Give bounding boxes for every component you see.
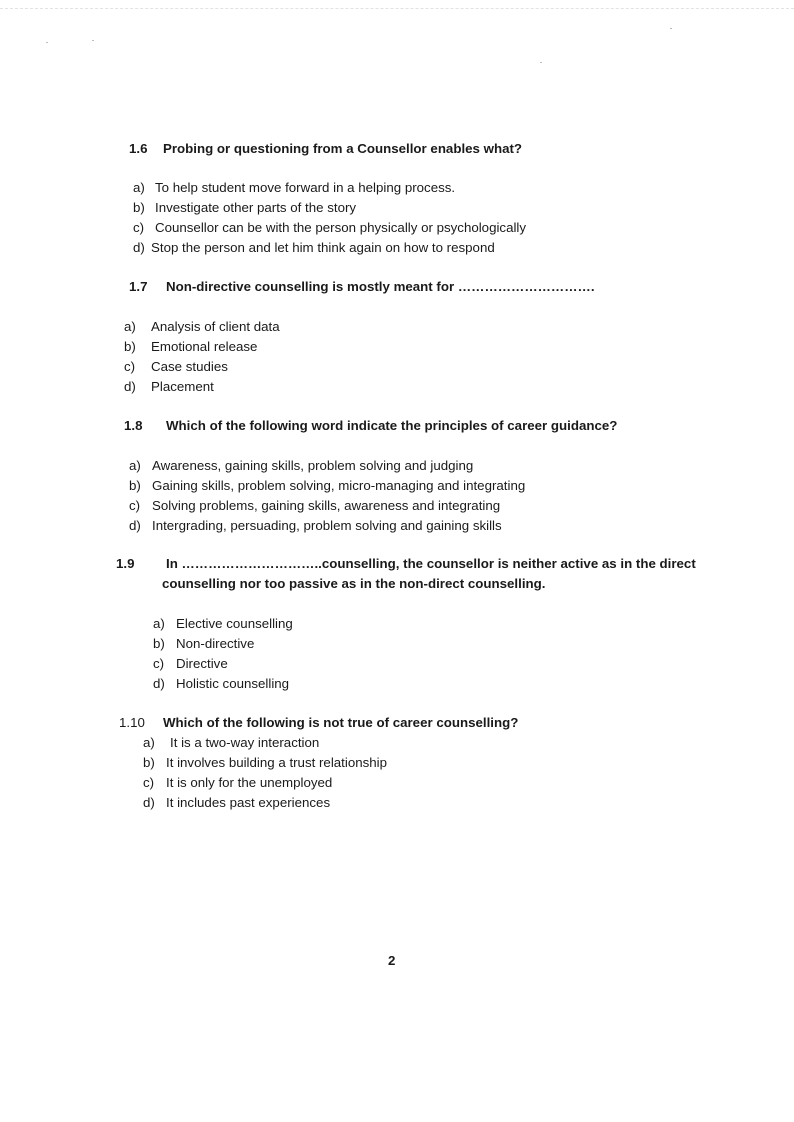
option-text: Elective counselling — [176, 616, 293, 631]
option-letter: d) — [124, 379, 136, 394]
option-letter: c) — [133, 220, 145, 235]
page-number: 2 — [388, 953, 396, 968]
option-letter: c) — [153, 656, 165, 671]
option-text: To help student move forward in a helping process. — [155, 180, 456, 195]
option-text: It involves building a trust relationship — [166, 755, 387, 770]
option-letter: d) — [133, 240, 145, 255]
option-text: Case studies — [151, 359, 228, 374]
question-heading — [124, 418, 617, 433]
scan-speck — [46, 42, 48, 43]
answer-option — [133, 240, 495, 255]
answer-option — [124, 359, 228, 374]
option-text: Investigate other parts of the story — [155, 200, 357, 215]
question-text-line-1: In …………………………..counselling, the counsellor is neither active as in the direct — [166, 556, 696, 571]
answer-option — [143, 795, 330, 810]
answer-option — [129, 458, 473, 473]
option-letter: d) — [143, 795, 155, 810]
question-heading — [116, 556, 696, 571]
option-letter: b) — [133, 200, 145, 215]
question-number: 1.6 — [129, 141, 148, 156]
question-text: Which of the following word indicate the principles of career guidance? — [166, 418, 618, 433]
option-text: Solving problems, gaining skills, awareness and integrating — [152, 498, 501, 513]
answer-option — [133, 180, 455, 195]
question-number: 1.8 — [124, 418, 143, 433]
option-text: Analysis of client data — [151, 319, 280, 334]
option-letter: d) — [129, 518, 141, 533]
scan-speck — [540, 62, 542, 63]
option-text: Non-directive — [176, 636, 255, 651]
question-heading — [129, 141, 522, 156]
option-text: Stop the person and let him think again on how to respond — [151, 240, 495, 255]
option-letter: b) — [143, 755, 155, 770]
question-heading — [119, 715, 518, 730]
answer-option — [153, 656, 228, 671]
answer-option — [143, 735, 319, 750]
option-letter: a) — [143, 735, 155, 750]
answer-option — [124, 319, 280, 334]
option-letter: c) — [124, 359, 136, 374]
question-text: Probing or questioning from a Counsellor enables what? — [163, 141, 523, 156]
answer-option — [143, 775, 332, 790]
option-letter: b) — [153, 636, 165, 651]
option-text: Awareness, gaining skills, problem solving and judging — [152, 458, 474, 473]
option-letter: a) — [153, 616, 165, 631]
answer-option — [124, 339, 257, 354]
option-letter: a) — [129, 458, 141, 473]
question-number: 1.10 — [119, 715, 145, 730]
scan-speck — [670, 28, 672, 29]
question-text: Which of the following is not true of career counselling? — [163, 715, 519, 730]
answer-option — [143, 755, 387, 770]
answer-option — [124, 379, 214, 394]
option-text: Emotional release — [151, 339, 258, 354]
answer-option — [153, 636, 254, 651]
question-text: Non-directive counselling is mostly meant for …………………………. — [166, 279, 595, 294]
answer-option — [129, 518, 502, 533]
option-text: It is only for the unemployed — [166, 775, 333, 790]
question-heading — [129, 279, 595, 294]
answer-option — [153, 676, 289, 691]
option-text: Gaining skills, problem solving, micro-managing and integrating — [152, 478, 526, 493]
answer-option — [129, 478, 525, 493]
question-number: 1.9 — [116, 556, 135, 571]
option-letter: b) — [129, 478, 141, 493]
question-text-line-2: counselling nor too passive as in the non-direct counselling. — [162, 576, 546, 591]
option-text: Directive — [176, 656, 228, 671]
question-number: 1.7 — [129, 279, 148, 294]
answer-option — [129, 498, 500, 513]
option-text: Intergrading, persuading, problem solving and gaining skills — [152, 518, 502, 533]
option-letter: a) — [133, 180, 145, 195]
option-text: It includes past experiences — [166, 795, 331, 810]
scan-speck — [92, 40, 94, 41]
option-letter: c) — [143, 775, 155, 790]
option-letter: d) — [153, 676, 165, 691]
option-letter: a) — [124, 319, 136, 334]
scan-edge-line — [0, 8, 794, 9]
option-text: Placement — [151, 379, 214, 394]
option-text: It is a two-way interaction — [170, 735, 320, 750]
option-letter: c) — [129, 498, 141, 513]
answer-option — [133, 200, 356, 215]
option-letter: b) — [124, 339, 136, 354]
option-text: Counsellor can be with the person physically or psychologically — [155, 220, 527, 235]
answer-option — [153, 616, 293, 631]
answer-option — [133, 220, 526, 235]
option-text: Holistic counselling — [176, 676, 290, 691]
